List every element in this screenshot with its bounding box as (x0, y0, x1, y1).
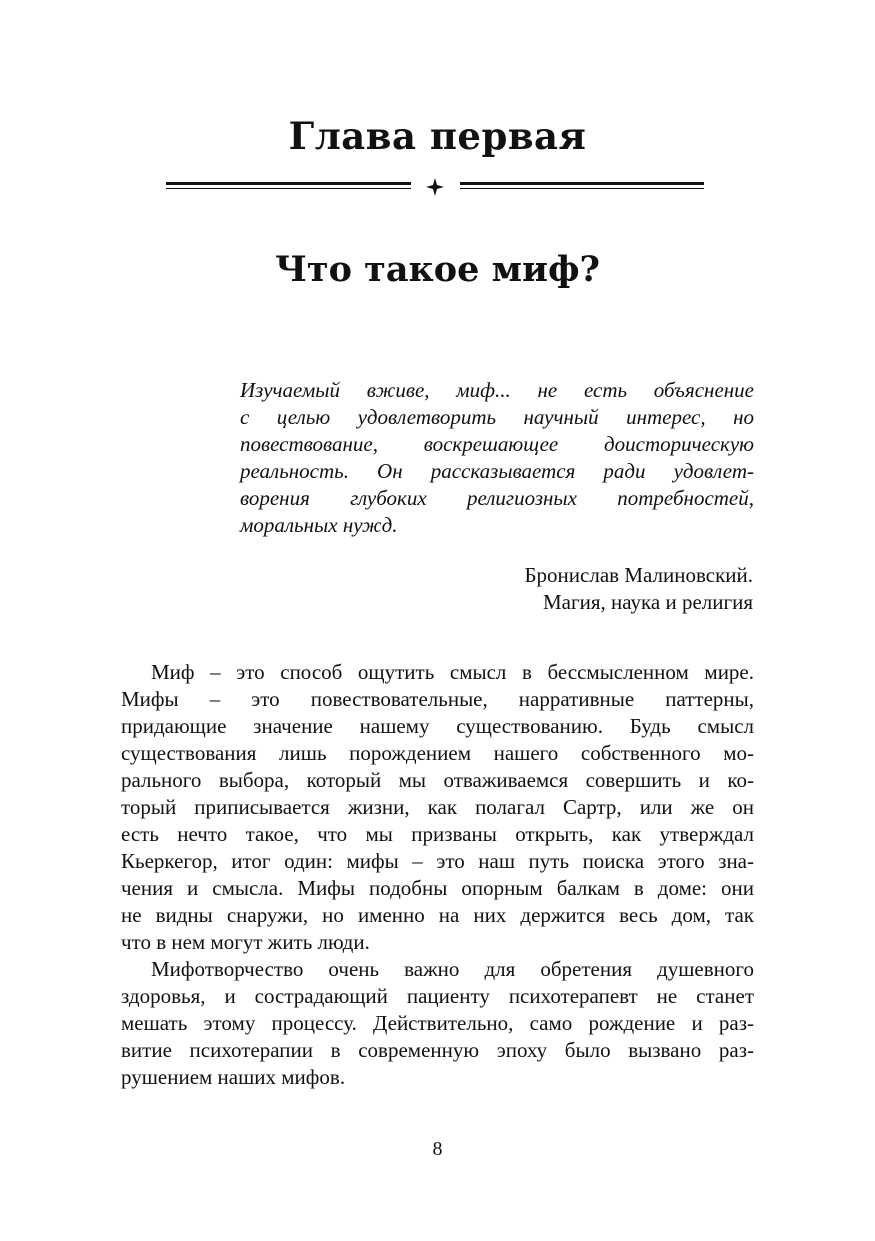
epigraph-attribution (525, 562, 754, 616)
epigraph-line: повествование, воскрешающее доисторическую (240, 432, 754, 456)
chapter-heading: Глава первая (288, 114, 587, 158)
body-line: витие психотерапии в современную эпоху было вызвано раз- (121, 1038, 754, 1062)
body-line: чения и смысла. Мифы подобны опорным балкам в доме: они (121, 876, 754, 900)
epigraph-line: реальность. Он рассказывается ради удовлет- (240, 459, 754, 483)
ornamental-divider (166, 180, 704, 194)
body-line: что в нем могут жить люди. (121, 930, 370, 954)
page-number: 8 (432, 1138, 443, 1160)
epigraph-line: Изучаемый вживе, миф... не есть объяснение (240, 378, 754, 402)
body-line: существования лишь порождением нашего собственного мо- (121, 741, 754, 765)
body-line: торый приписывается жизни, как полагал Сартр, или же он (121, 795, 754, 819)
divider-rule-right (460, 182, 704, 189)
chapter-title: Что такое миф? (274, 249, 601, 290)
body-line: Мифотворчество очень важно для обретения душевного (151, 957, 754, 981)
epigraph-line: с целью удовлетворить научный интерес, но (240, 405, 754, 429)
epigraph-line: ворения глубоких религиозных потребностей, (240, 486, 754, 510)
body-line: есть нечто такое, что мы призваны открыть, как утверждал (121, 822, 754, 846)
epigraph-source: Магия, наука и религия (543, 590, 753, 614)
epigraph (240, 377, 754, 539)
body-line: придающие значение нашему существованию. Будь смысл (121, 714, 754, 738)
epigraph-line: моральных нужд. (240, 513, 398, 537)
epigraph-author: Бронислав Малиновский. (524, 563, 753, 587)
body-line: Миф – это способ ощутить смысл в бессмысленном мире. (151, 660, 754, 684)
body-line: Мифы – это повествовательные, нарративные паттерны, (121, 687, 754, 711)
body-line: мешать этому процессу. Действительно, само рождение и раз- (121, 1011, 754, 1035)
body-line: здоровья, и сострадающий пациенту психотерапевт не станет (121, 984, 754, 1008)
body-line: Кьеркегор, итог один: мифы – это наш путь поиска этого зна- (121, 849, 754, 873)
body-line: не видны снаружи, но именно на них держится весь дом, так (121, 903, 754, 927)
body-line: рушением наших мифов. (121, 1065, 346, 1089)
divider-rule-left (166, 182, 411, 189)
body-text (121, 659, 754, 1091)
four-point-star-icon (424, 176, 446, 198)
body-line: рального выбора, который мы отваживаемся совершить и ко- (121, 768, 754, 792)
